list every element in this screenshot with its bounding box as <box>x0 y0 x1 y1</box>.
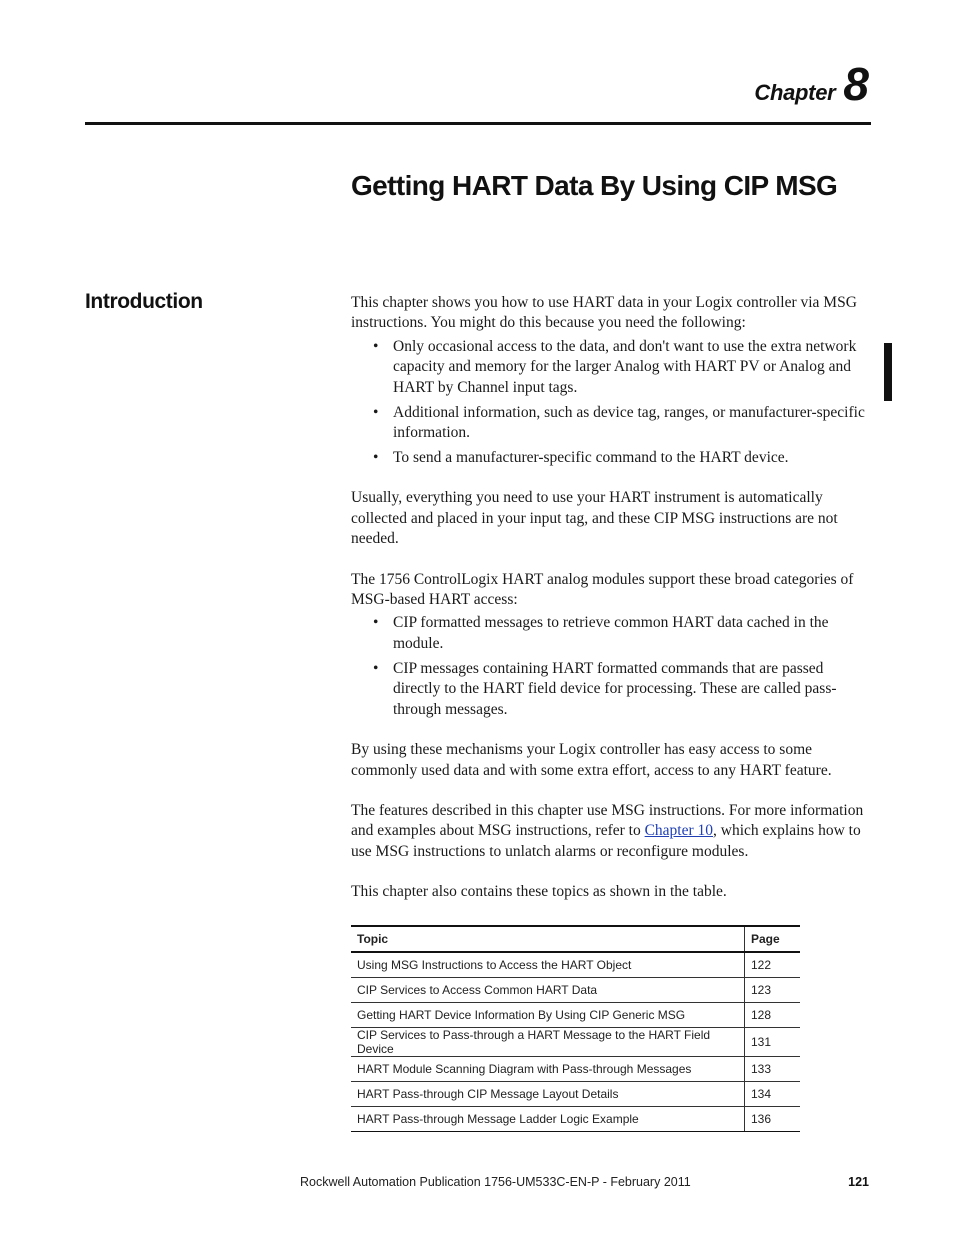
topic-cell: CIP Services to Access Common HART Data <box>351 978 745 1003</box>
page-cell: 122 <box>745 952 801 978</box>
topics-table <box>351 925 800 1132</box>
page-cell: 128 <box>745 1003 801 1028</box>
table-row <box>351 1003 800 1028</box>
table-header-row <box>351 926 800 952</box>
list-item <box>351 613 871 654</box>
list-item-text: Only occasional access to the data, and don't want to use the extra network capacity and memory for the larger Analog with HART PV or Analog and HART by Channel input tags. <box>393 337 857 396</box>
paragraph: The 1756 ControlLogix HART analog modules support these broad categories of MSG-based HART access: <box>351 570 854 609</box>
page-cell: 134 <box>745 1082 801 1107</box>
footer-publication: Rockwell Automation Publication 1756-UM533C-EN-P - February 2011 <box>300 1175 691 1189</box>
list-item-text: CIP messages containing HART formatted commands that are passed directly to the HART field device for processing. These are called pass-through messages. <box>393 659 837 718</box>
list-item <box>351 403 871 444</box>
table-row <box>351 1028 800 1057</box>
paragraph-text: The features described in this chapter use MSG instructions. For more information and examples about MSG instructions, refer to <box>351 801 864 840</box>
page-cell: 136 <box>745 1107 801 1132</box>
topic-cell: Getting HART Device Information By Using CIP Generic MSG <box>351 1003 745 1028</box>
paragraph: By using these mechanisms your Logix controller has easy access to some commonly used data and with some extra effort, access to any HART feature. <box>351 741 832 779</box>
table-row <box>351 1107 800 1132</box>
table-row <box>351 978 800 1003</box>
table-row <box>351 1057 800 1082</box>
list-item <box>351 337 871 398</box>
topic-cell: HART Pass-through Message Ladder Logic Example <box>351 1107 745 1132</box>
bullet-icon: • <box>373 337 379 355</box>
bullet-icon: • <box>373 449 379 467</box>
table-row <box>351 1082 800 1107</box>
table-row <box>351 952 800 978</box>
change-bar <box>884 343 892 401</box>
page-cell: 131 <box>745 1028 801 1057</box>
chapter-label: Chapter <box>754 80 836 105</box>
chapter-number: 8 <box>843 58 869 110</box>
topic-cell: CIP Services to Pass-through a HART Message to the HART Field Device <box>351 1028 745 1057</box>
bullet-icon: • <box>373 614 379 632</box>
intro-paragraph: This chapter shows you how to use HART data in your Logix controller via MSG instructions. You might do this because you need the following: <box>351 294 857 332</box>
body-text <box>351 293 871 923</box>
topic-cell: Using MSG Instructions to Access the HART Object <box>351 952 745 978</box>
page-cell: 123 <box>745 978 801 1003</box>
needs-list <box>351 337 871 469</box>
topic-cell: HART Module Scanning Diagram with Pass-through Messages <box>351 1057 745 1082</box>
list-item-text: Additional information, such as device tag, ranges, or manufacturer-specific information. <box>393 403 865 442</box>
page-column-header: Page <box>745 926 801 952</box>
bullet-icon: • <box>373 403 379 421</box>
list-item <box>351 448 871 468</box>
footer-page-number: 121 <box>848 1175 869 1189</box>
page-cell: 133 <box>745 1057 801 1082</box>
list-item <box>351 659 871 720</box>
page-title: Getting HART Data By Using CIP MSG <box>351 170 838 201</box>
section-heading: Introduction <box>85 290 203 313</box>
chapter-heading <box>754 58 869 110</box>
chapter-10-link[interactable]: Chapter 10 <box>644 822 714 840</box>
access-list <box>351 613 871 720</box>
paragraph: Usually, everything you need to use your HART instrument is automatically collected and placed in your input tag, and these CIP MSG instructions are not needed. <box>351 489 838 548</box>
list-item-text: CIP formatted messages to retrieve common HART data cached in the module. <box>393 614 829 652</box>
bullet-icon: • <box>373 659 379 677</box>
paragraph-text: , which explains how to use MSG instructions to unlatch alarms or reconfigure modules. <box>351 822 861 860</box>
chapter-rule <box>85 122 871 125</box>
topic-column-header: Topic <box>351 926 745 952</box>
list-item-text: To send a manufacturer-specific command to the HART device. <box>393 449 789 467</box>
paragraph <box>351 801 871 862</box>
paragraph: This chapter also contains these topics as shown in the table. <box>351 883 727 901</box>
topic-cell: HART Pass-through CIP Message Layout Details <box>351 1082 745 1107</box>
